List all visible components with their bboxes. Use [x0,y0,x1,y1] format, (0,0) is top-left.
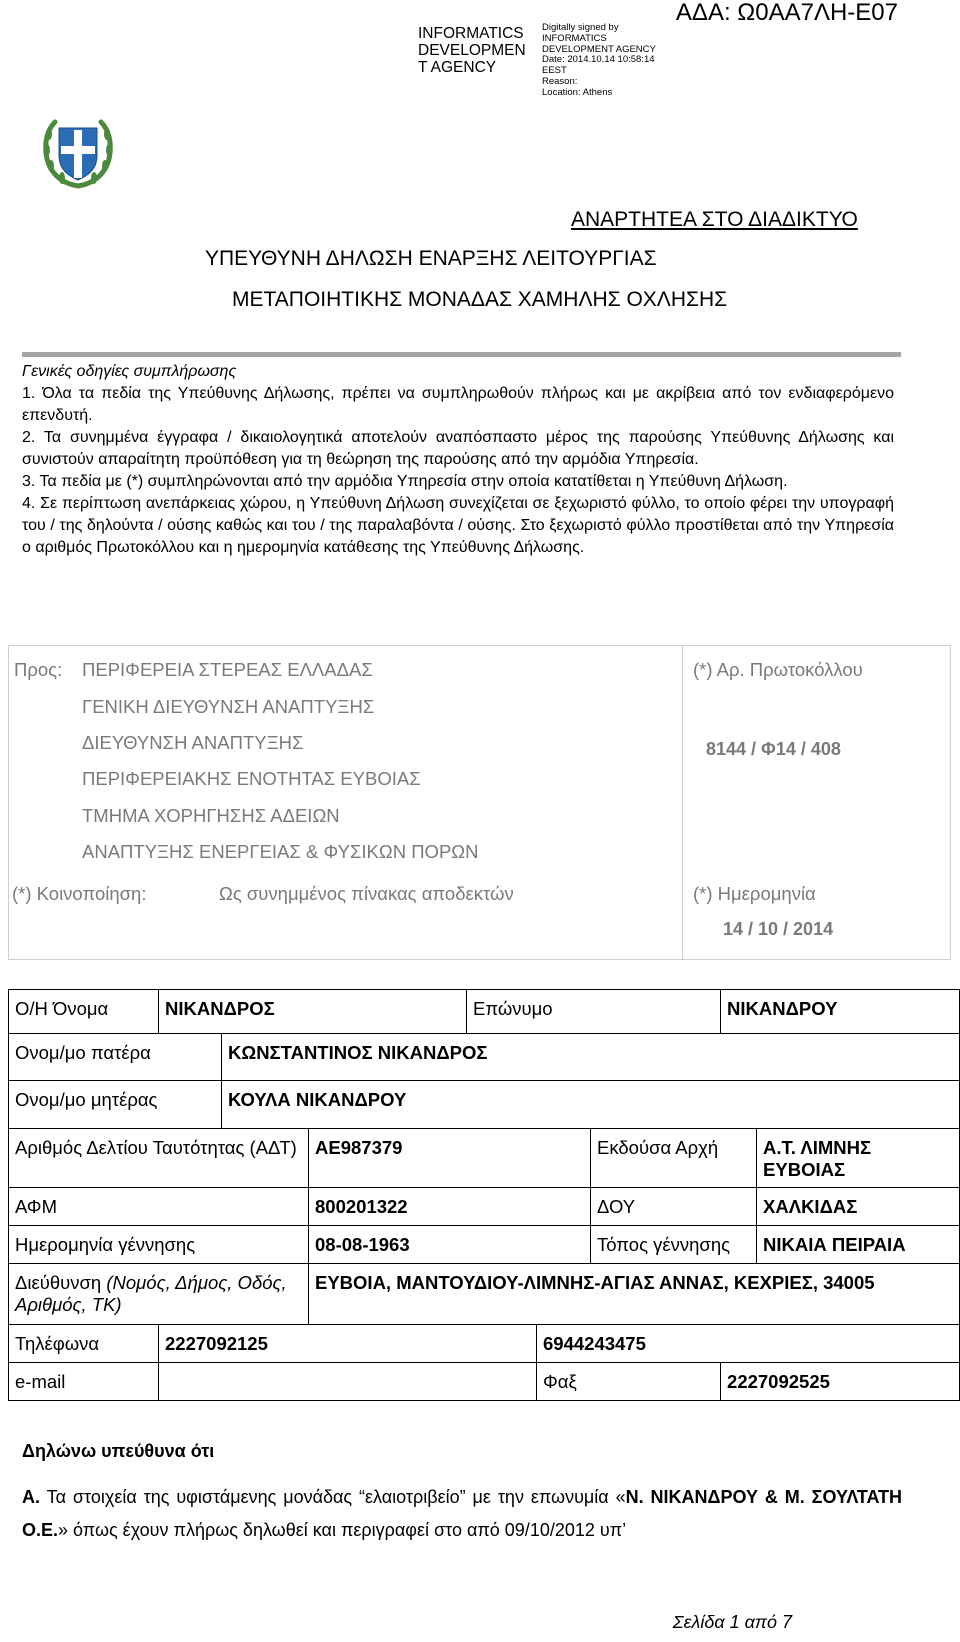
recipient-box [8,645,951,960]
recipient-line: ΑΝΑΠΤΥΞΗΣ ΕΝΕΡΓΕΙΑΣ & ΦΥΣΙΚΩΝ ΠΟΡΩΝ [82,841,479,862]
date-value: 14 / 10 / 2014 [723,919,834,939]
ada-code: ΑΔΑ: Ω0ΑΑ7ΛΗ-Ε07 [675,0,898,26]
section-divider [22,352,901,357]
recipient-line: ΤΜΗΜΑ ΧΟΡΗΓΗΣΗΣ ΑΔΕΙΩΝ [82,805,340,826]
id-card-label: Αριθμός Δελτίου Ταυτότητας (ΑΔΤ) [9,1129,309,1188]
instruction-item: 2. Τα συνημμένα έγγραφα / δικαιολογητικά αποτελούν αναπόσπαστο μέρος της παρούσης Υπεύθυνης Δήλωσης και συνιστούν απαραίτητη προϋπόθεση για τη θεώρηση της παρούσης από την αρμόδια Υπηρεσία. [22,429,894,468]
instruction-item: 3. Τα πεδία με (*) συμπληρώνονται από την αρμόδια Υπηρεσία στην οποία κατατίθεται η Υπεύθυνη Δήλωση. [22,473,788,490]
personal-data-table [8,989,960,1401]
birthdate-label: Ημερομηνία γέννησης [9,1226,309,1264]
protocol-label: (*) Αρ. Πρωτοκόλλου [693,659,863,680]
cc-label: (*) Κοινοποίηση: [12,883,147,904]
cc-value: Ως συνημμένος πίνακας αποδεκτών [219,883,514,904]
birthplace-label: Τόπος γέννησης [591,1226,757,1264]
father-name-value: ΚΩΝΣΤΑΝΤΙΝΟΣ ΝΙΚΑΝΔΡΟΣ [222,1034,960,1081]
email-value [159,1363,537,1401]
address-value: ΕΥΒΟΙΑ, ΜΑΝΤΟΥΔΙΟΥ-ΛΙΜΝΗΣ-ΑΓΙΑΣ ΑΝΝΑΣ, ΚΕΧΡΙΕΣ, 34005 [309,1264,960,1325]
mother-name-label: Ονομ/μο μητέρας [9,1081,222,1129]
signer-name: INFORMATICS DEVELOPMEN T AGENCY [418,25,526,76]
name-label: Ο/Η Όνομα [9,990,159,1034]
id-card-value: ΑΕ987379 [309,1129,591,1188]
recipient-line: ΠΕΡΙΦΕΡΕΙΑ ΣΤΕΡΕΑΣ ΕΛΛΑΔΑΣ [82,659,373,680]
fax-value: 2227092525 [721,1363,960,1401]
birthdate-value: 08-08-1963 [309,1226,591,1264]
declaration-paragraph-a: Α. Τα στοιχεία της υφιστάμενης μονάδας “ελαιοτριβείο” με την επωνυμία «Ν. ΝΙΚΑΝΔΡΟΥ & Μ. ΣΟΥΛΤΑΤΗ Ο.Ε.» όπως έχουν πλήρως δηλωθεί και περιγραφεί στο από 09/10/2012 υπ’ [22,1487,903,1540]
recipient-box-divider [682,645,683,960]
surname-label: Επώνυμο [467,990,721,1034]
afm-value: 800201322 [309,1188,591,1226]
instruction-item: 1. Όλα τα πεδία της Υπεύθυνης Δήλωσης, πρέπει να συμπληρωθούν πλήρως και με ακρίβεια από τον ενδιαφερόμενο επενδυτή. [22,385,894,424]
mother-name-value: ΚΟΥΛΑ ΝΙΚΑΝΔΡΟΥ [222,1081,960,1129]
issuing-authority-value: Α.Τ. ΛΙΜΝΗΣ ΕΥΒΟΙΑΣ [757,1129,960,1188]
afm-label: ΑΦΜ [9,1188,309,1226]
page-number: Σελίδα 1 από 7 [672,1612,792,1632]
fax-label: Φαξ [537,1363,721,1401]
recipient-line: ΓΕΝΙΚΗ ΔΙΕΥΘΥΝΣΗ ΑΝΑΠΤΥΞΗΣ [82,696,375,717]
recipient-label: Προς: [14,659,63,680]
issuing-authority-label: Εκδούσα Αρχή [591,1129,757,1188]
publish-online-notice: ΑΝΑΡΤΗΤΕΑ ΣΤΟ ΔΙΑΔΙΚΤΥΟ [571,208,858,231]
email-label: e-mail [9,1363,159,1401]
document-title-line-1: ΥΠΕΥΘΥΝΗ ΔΗΛΩΣΗ ΕΝΑΡΞΗΣ ΛΕΙΤΟΥΡΓΙΑΣ [205,247,657,270]
hellenic-republic-emblem-icon [38,112,118,192]
declaration-heading: Δηλώνω υπεύθυνα ότι [22,1441,215,1461]
instructions-heading: Γενικές οδηγίες συμπλήρωσης [22,363,237,380]
birthplace-value: ΝΙΚΑΙΑ ΠΕΙΡΑΙΑ [757,1226,960,1264]
phone-label: Τηλέφωνα [9,1325,159,1363]
phone-value-2: 6944243475 [537,1325,960,1363]
phone-value-1: 2227092125 [159,1325,537,1363]
instructions-block [22,361,894,559]
name-value: ΝΙΚΑΝΔΡΟΣ [159,990,467,1034]
address-label: Διεύθυνση (Νομός, Δήμος, Οδός, Αριθμός, ΤΚ) [9,1264,309,1325]
protocol-number: 8144 / Φ14 / 408 [706,739,841,759]
doy-value: ΧΑΛΚΙΔΑΣ [757,1188,960,1226]
father-name-label: Ονομ/μο πατέρα [9,1034,222,1081]
instruction-item: 4. Σε περίπτωση ανεπάρκειας χώρου, η Υπεύθυνη Δήλωση συνεχίζεται σε ξεχωριστό φύλλο, το οποίο φέρει την υπογραφή του / της δηλούντα / ούσης καθώς και του / της παραλαβόντα / ούσης. Στο ξεχωριστό φύλλο προστίθεται από την Υπηρεσία ο αριθμός Πρωτοκόλλου και η ημερομηνία κατάθεσης της Υπεύθυνης Δήλωσης. [22,495,894,556]
surname-value: ΝΙΚΑΝΔΡΟΥ [721,990,960,1034]
recipient-line: ΔΙΕΥΘΥΝΣΗ ΑΝΑΠΤΥΞΗΣ [82,732,304,753]
document-title-line-2: ΜΕΤΑΠΟΙΗΤΙΚΗΣ ΜΟΝΑΔΑΣ ΧΑΜΗΛΗΣ ΟΧΛΗΣΗΣ [232,288,728,311]
digital-signature-info: Digitally signed by INFORMATICS DEVELOPMENT AGENCY Date: 2014.10.14 10:58:14 EEST Reason: Location: Athens [542,22,656,98]
doy-label: ΔΟΥ [591,1188,757,1226]
recipient-line: ΠΕΡΙΦΕΡΕΙΑΚΗΣ ΕΝΟΤΗΤΑΣ ΕΥΒΟΙΑΣ [82,768,421,789]
date-label: (*) Ημερομηνία [693,883,816,904]
